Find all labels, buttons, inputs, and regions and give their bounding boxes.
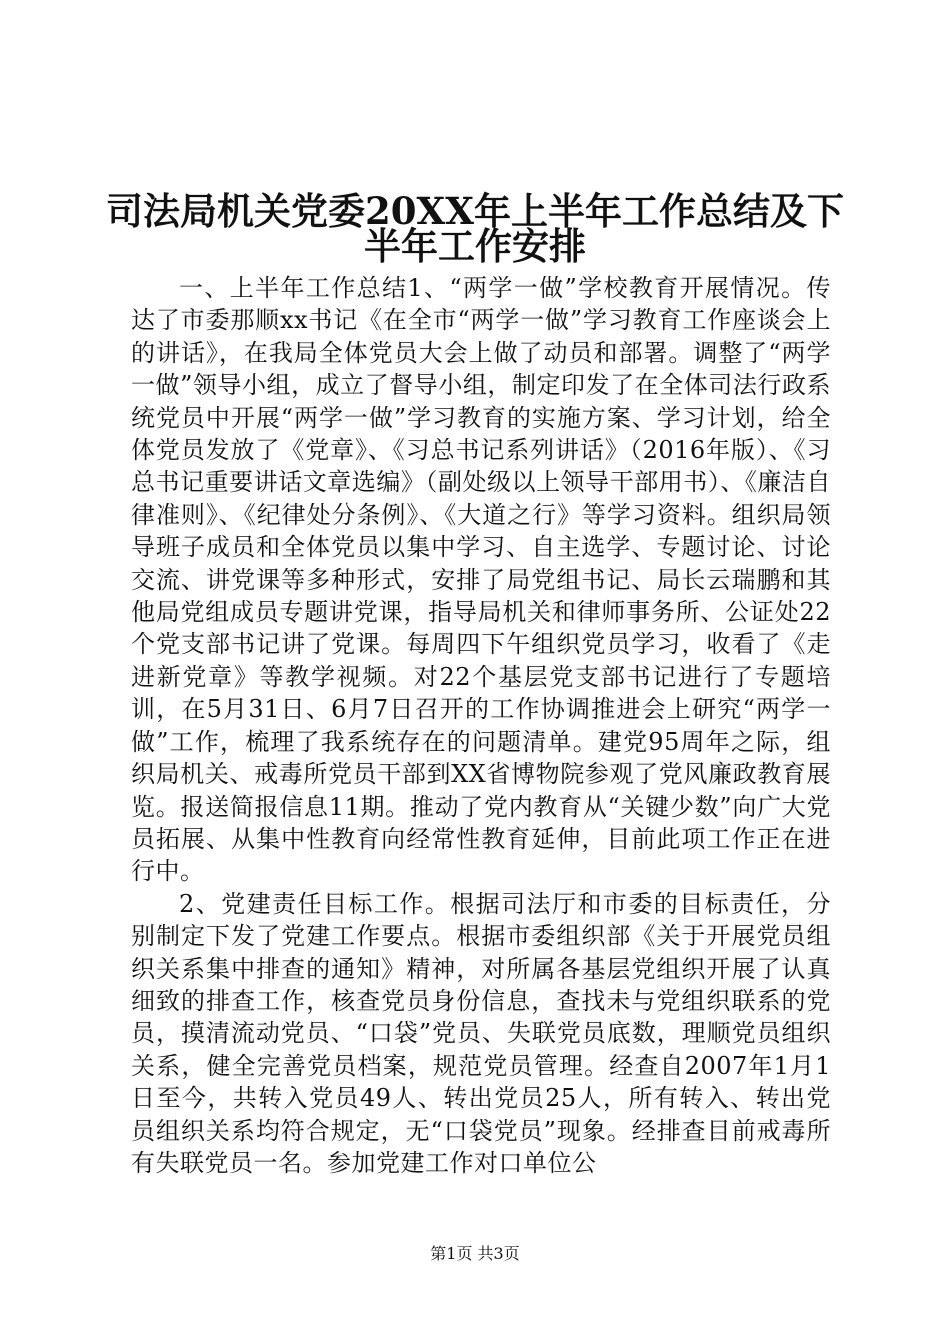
document-body <box>131 272 831 1179</box>
document-title-line-2: 半年工作安排 <box>364 224 586 268</box>
body-paragraph-1: 一、上半年工作总结1、“两学一做”学校教育开展情况。传达了市委那顺xx书记《在全市“两学一做”学习教育工作座谈会上的讲话》，在我局全体党员大会上做了动员和部署。调整了“两学一做”领导小组，成立了督导小组，制定印发了在全体司法行政系统党员中开展“两学一做”学习教育的实施方案、学习计划，给全体党员发放了《党章》、《习总书记系列讲话》（2016年版）、《习总书记重要讲话文章选编》（副处级以上领导干部用书）、《廉洁自律准则》、《纪律处分条例》、《大道之行》等学习资料。组织局领导班子成员和全体党员以集中学习、自主选学、专题讨论、讨论交流、讲党课等多种形式，安排了局党组书记、局长云瑞鹏和其他局党组成员专题讲党课，指导局机关和律师事务所、公证处22个党支部书记讲了党课。每周四下午组织党员学习，收看了《走进新党章》等教学视频。对22个基层党支部书记进行了专题培训，在5月31日、6月7日召开的工作协调推进会上研究“两学一做”工作，梳理了我系统存在的问题清单。建党95周年之际，组织局机关、戒毒所党员干部到XX省博物院参观了党风廉政教育展览。报送简报信息11期。推动了党内教育从“关键少数”向广大党员拓展、从集中性教育向经常性教育延伸，目前此项工作正在进行中。 <box>131 274 831 886</box>
document-title-line-1: 司法局机关党委20XX年上半年工作总结及下 <box>106 189 844 233</box>
page-footer: 第1页 共3页 <box>430 1244 520 1263</box>
body-paragraph-2: 2、党建责任目标工作。根据司法厅和市委的目标责任，分别制定下发了党建工作要点。根据市委组织部《关于开展党员组织关系集中排查的通知》精神，对所属各基层党组织开展了认真细致的排查工作，核查党员身份信息，查找未与党组织联系的党员，摸清流动党员、“口袋”党员、失联党员底数，理顺党员组织关系，健全完善党员档案，规范党员管理。经查自2007年1月1日至今，共转入党员49人、转出党员25人，所有转入、转出党员组织关系均符合规定，无“口袋党员”现象。经排查目前戒毒所有失联党员一名。参加党建工作对口单位公 <box>131 889 831 1177</box>
